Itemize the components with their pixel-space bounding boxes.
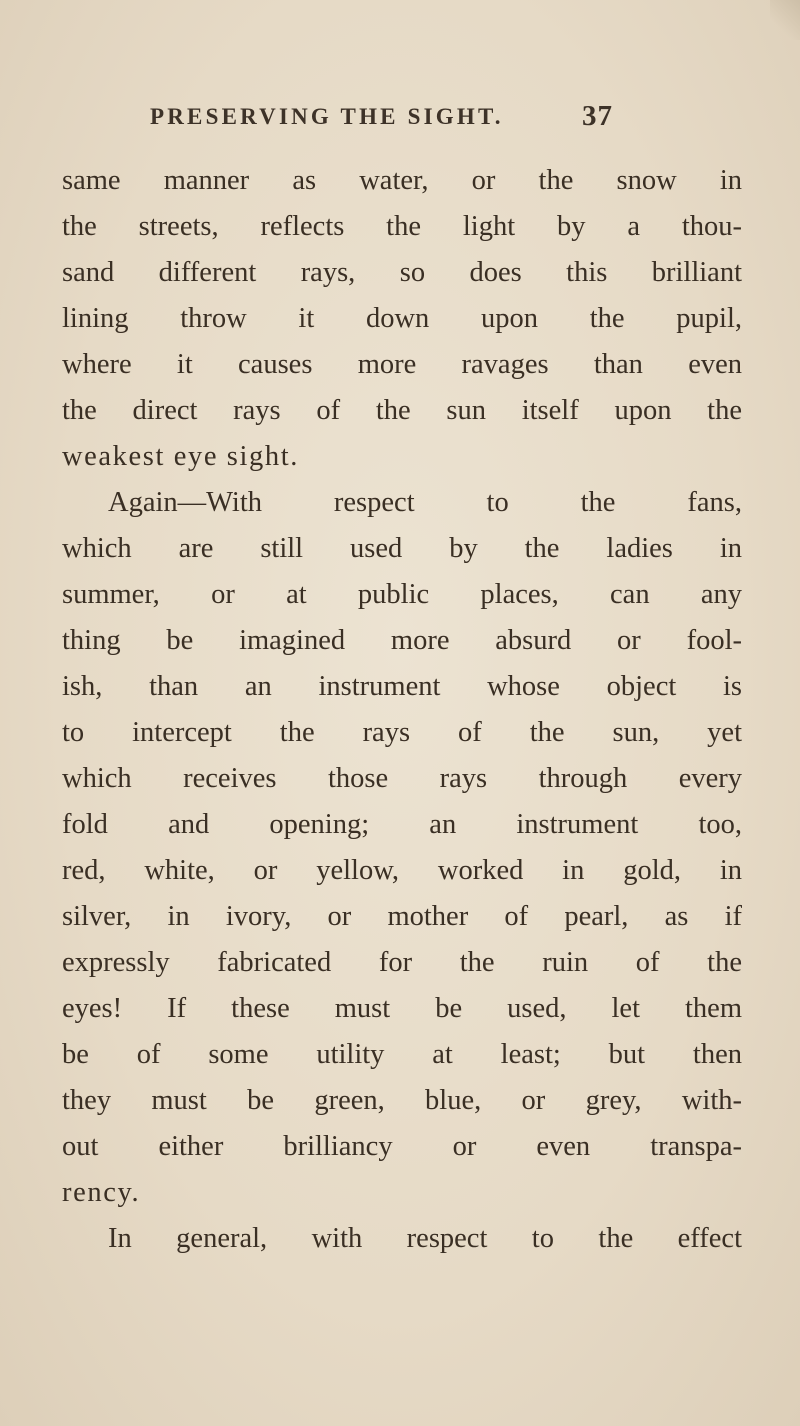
text-line: fold and opening; an instrument too,	[62, 809, 742, 840]
text-line-paragraph-start: In general, with respect to the effect	[108, 1223, 742, 1254]
page-number: 37	[582, 100, 613, 132]
page-corner-shadow	[770, 0, 800, 40]
body-text	[62, 158, 742, 1262]
text-line: summer, or at public places, can any	[62, 579, 742, 610]
text-line: the direct rays of the sun itself upon the	[62, 395, 742, 426]
text-line-paragraph-start: Again—With respect to the fans,	[108, 487, 742, 518]
text-line-paragraph-end: weakest eye sight.	[62, 441, 299, 472]
text-line-paragraph-end: rency.	[62, 1177, 141, 1208]
page-header	[150, 100, 710, 144]
text-line: expressly fabricated for the ruin of the	[62, 947, 742, 978]
text-line: to intercept the rays of the sun, yet	[62, 717, 742, 748]
text-line: which are still used by the ladies in	[62, 533, 742, 564]
running-head: PRESERVING THE SIGHT.	[150, 104, 504, 129]
text-line: lining throw it down upon the pupil,	[62, 303, 742, 334]
text-line: they must be green, blue, or grey, with-	[62, 1085, 742, 1116]
text-line: which receives those rays through every	[62, 763, 742, 794]
text-line: be of some utility at least; but then	[62, 1039, 742, 1070]
text-line: where it causes more ravages than even	[62, 349, 742, 380]
text-line: same manner as water, or the snow in	[62, 165, 742, 196]
text-line: sand different rays, so does this brilliant	[62, 257, 742, 288]
text-line: out either brilliancy or even transpa-	[62, 1131, 742, 1162]
text-line: thing be imagined more absurd or fool-	[62, 625, 742, 656]
text-line: the streets, reflects the light by a thou-	[62, 211, 742, 242]
text-line: red, white, or yellow, worked in gold, in	[62, 855, 742, 886]
text-line: ish, than an instrument whose object is	[62, 671, 742, 702]
text-line: eyes! If these must be used, let them	[62, 993, 742, 1024]
text-line: silver, in ivory, or mother of pearl, as if	[62, 901, 742, 932]
